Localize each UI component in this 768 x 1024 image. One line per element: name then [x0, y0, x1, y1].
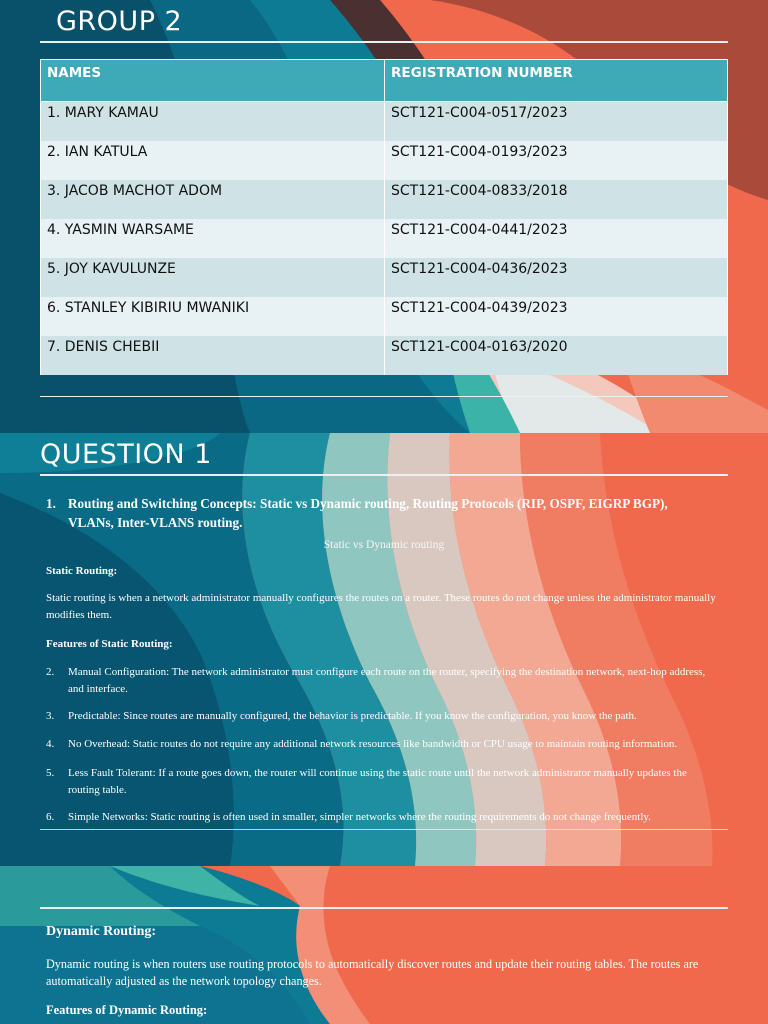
list-item: [46, 765, 718, 799]
slide-background: [0, 866, 768, 1024]
list-item: [46, 736, 718, 753]
member-name: 6. STANLEY KIBIRIU MWANIKI: [41, 297, 385, 336]
slide-group: [0, 0, 768, 433]
list-item-number: 2.: [46, 666, 55, 678]
list-item: [46, 664, 718, 698]
table-row: [41, 219, 728, 258]
slide-question: [0, 433, 768, 866]
member-registration: SCT121-C004-0193/2023: [385, 141, 728, 180]
member-name: 4. YASMIN WARSAME: [41, 219, 385, 258]
list-item: [46, 708, 718, 725]
question-text: Routing and Switching Concepts: Static vs Dynamic routing, Routing Protocols (RIP, OSPF, EIGRP BGP), VLANs, Inter-VLANS routing.: [68, 496, 668, 530]
registration-table: [40, 59, 728, 375]
table-row: [41, 297, 728, 336]
list-item-text: Predictable: Since routes are manually configured, the behavior is predictable. If you know the configuration, you know the path.: [68, 710, 637, 722]
question-heading: [46, 494, 716, 532]
member-name: 5. JOY KAVULUNZE: [41, 258, 385, 297]
member-registration: SCT121-C004-0436/2023: [385, 258, 728, 297]
title-divider: [40, 907, 728, 909]
list-item-number: 4.: [46, 738, 55, 750]
member-registration: SCT121-C004-0833/2018: [385, 180, 728, 219]
list-item-text: Less Fault Tolerant: If a route goes down, the router will continue using the static route until the network administrator manually updates the routing table.: [68, 767, 687, 796]
list-item-number: 3.: [46, 710, 55, 722]
group-title: GROUP 2: [56, 6, 183, 37]
list-item-number: 5.: [46, 767, 55, 779]
static-routing-heading: Static Routing:: [46, 565, 118, 577]
list-item-number: 6.: [46, 811, 55, 823]
member-name: 2. IAN KATULA: [41, 141, 385, 180]
member-name: 1. MARY KAMAU: [41, 102, 385, 142]
dynamic-routing-heading: Dynamic Routing:: [46, 924, 157, 939]
dynamic-features-heading: Features of Dynamic Routing:: [46, 1003, 208, 1017]
table-row: [41, 102, 728, 142]
column-header-registration: REGISTRATION NUMBER: [385, 60, 728, 102]
table-row: [41, 180, 728, 219]
column-header-names: NAMES: [41, 60, 385, 102]
list-item-text: Manual Configuration: The network administrator must configure each route on the router, specifying the destination network, next-hop address, and interface.: [68, 666, 706, 695]
list-item-text: Simple Networks: Static routing is often used in smaller, simpler networks where the routing requirements do not change frequently.: [68, 811, 651, 823]
title-divider: [40, 474, 728, 476]
section-subtitle: Static vs Dynamic routing: [323, 539, 445, 551]
footer-divider: [40, 829, 728, 830]
static-features-heading: Features of Static Routing:: [46, 638, 173, 650]
title-divider: [40, 41, 728, 43]
table-row: [41, 336, 728, 375]
table-row: [41, 141, 728, 180]
list-item-text: No Overhead: Static routes do not require any additional network resources like bandwidth or CPU usage to maintain routing information.: [68, 738, 678, 750]
footer-divider: [40, 396, 728, 397]
member-registration: SCT121-C004-0441/2023: [385, 219, 728, 258]
question-number: 1.: [46, 496, 56, 511]
list-item: [46, 809, 718, 826]
dynamic-routing-description: Dynamic routing is when routers use routing protocols to automatically discover routes and update their routing tables. The routes are automatically adjusted as the network topology changes.: [46, 957, 699, 988]
table-header-row: [41, 60, 728, 102]
member-name: 3. JACOB MACHOT ADOM: [41, 180, 385, 219]
member-name: 7. DENIS CHEBII: [41, 336, 385, 375]
member-registration: SCT121-C004-0163/2020: [385, 336, 728, 375]
slide-dynamic-routing: [0, 866, 768, 1024]
question-title: QUESTION 1: [40, 439, 212, 470]
member-registration: SCT121-C004-0517/2023: [385, 102, 728, 142]
static-routing-description: Static routing is when a network administrator manually configures the routes on a router. These routes do not change unless the administrator manually modifies them.: [46, 592, 716, 621]
table-row: [41, 258, 728, 297]
member-registration: SCT121-C004-0439/2023: [385, 297, 728, 336]
